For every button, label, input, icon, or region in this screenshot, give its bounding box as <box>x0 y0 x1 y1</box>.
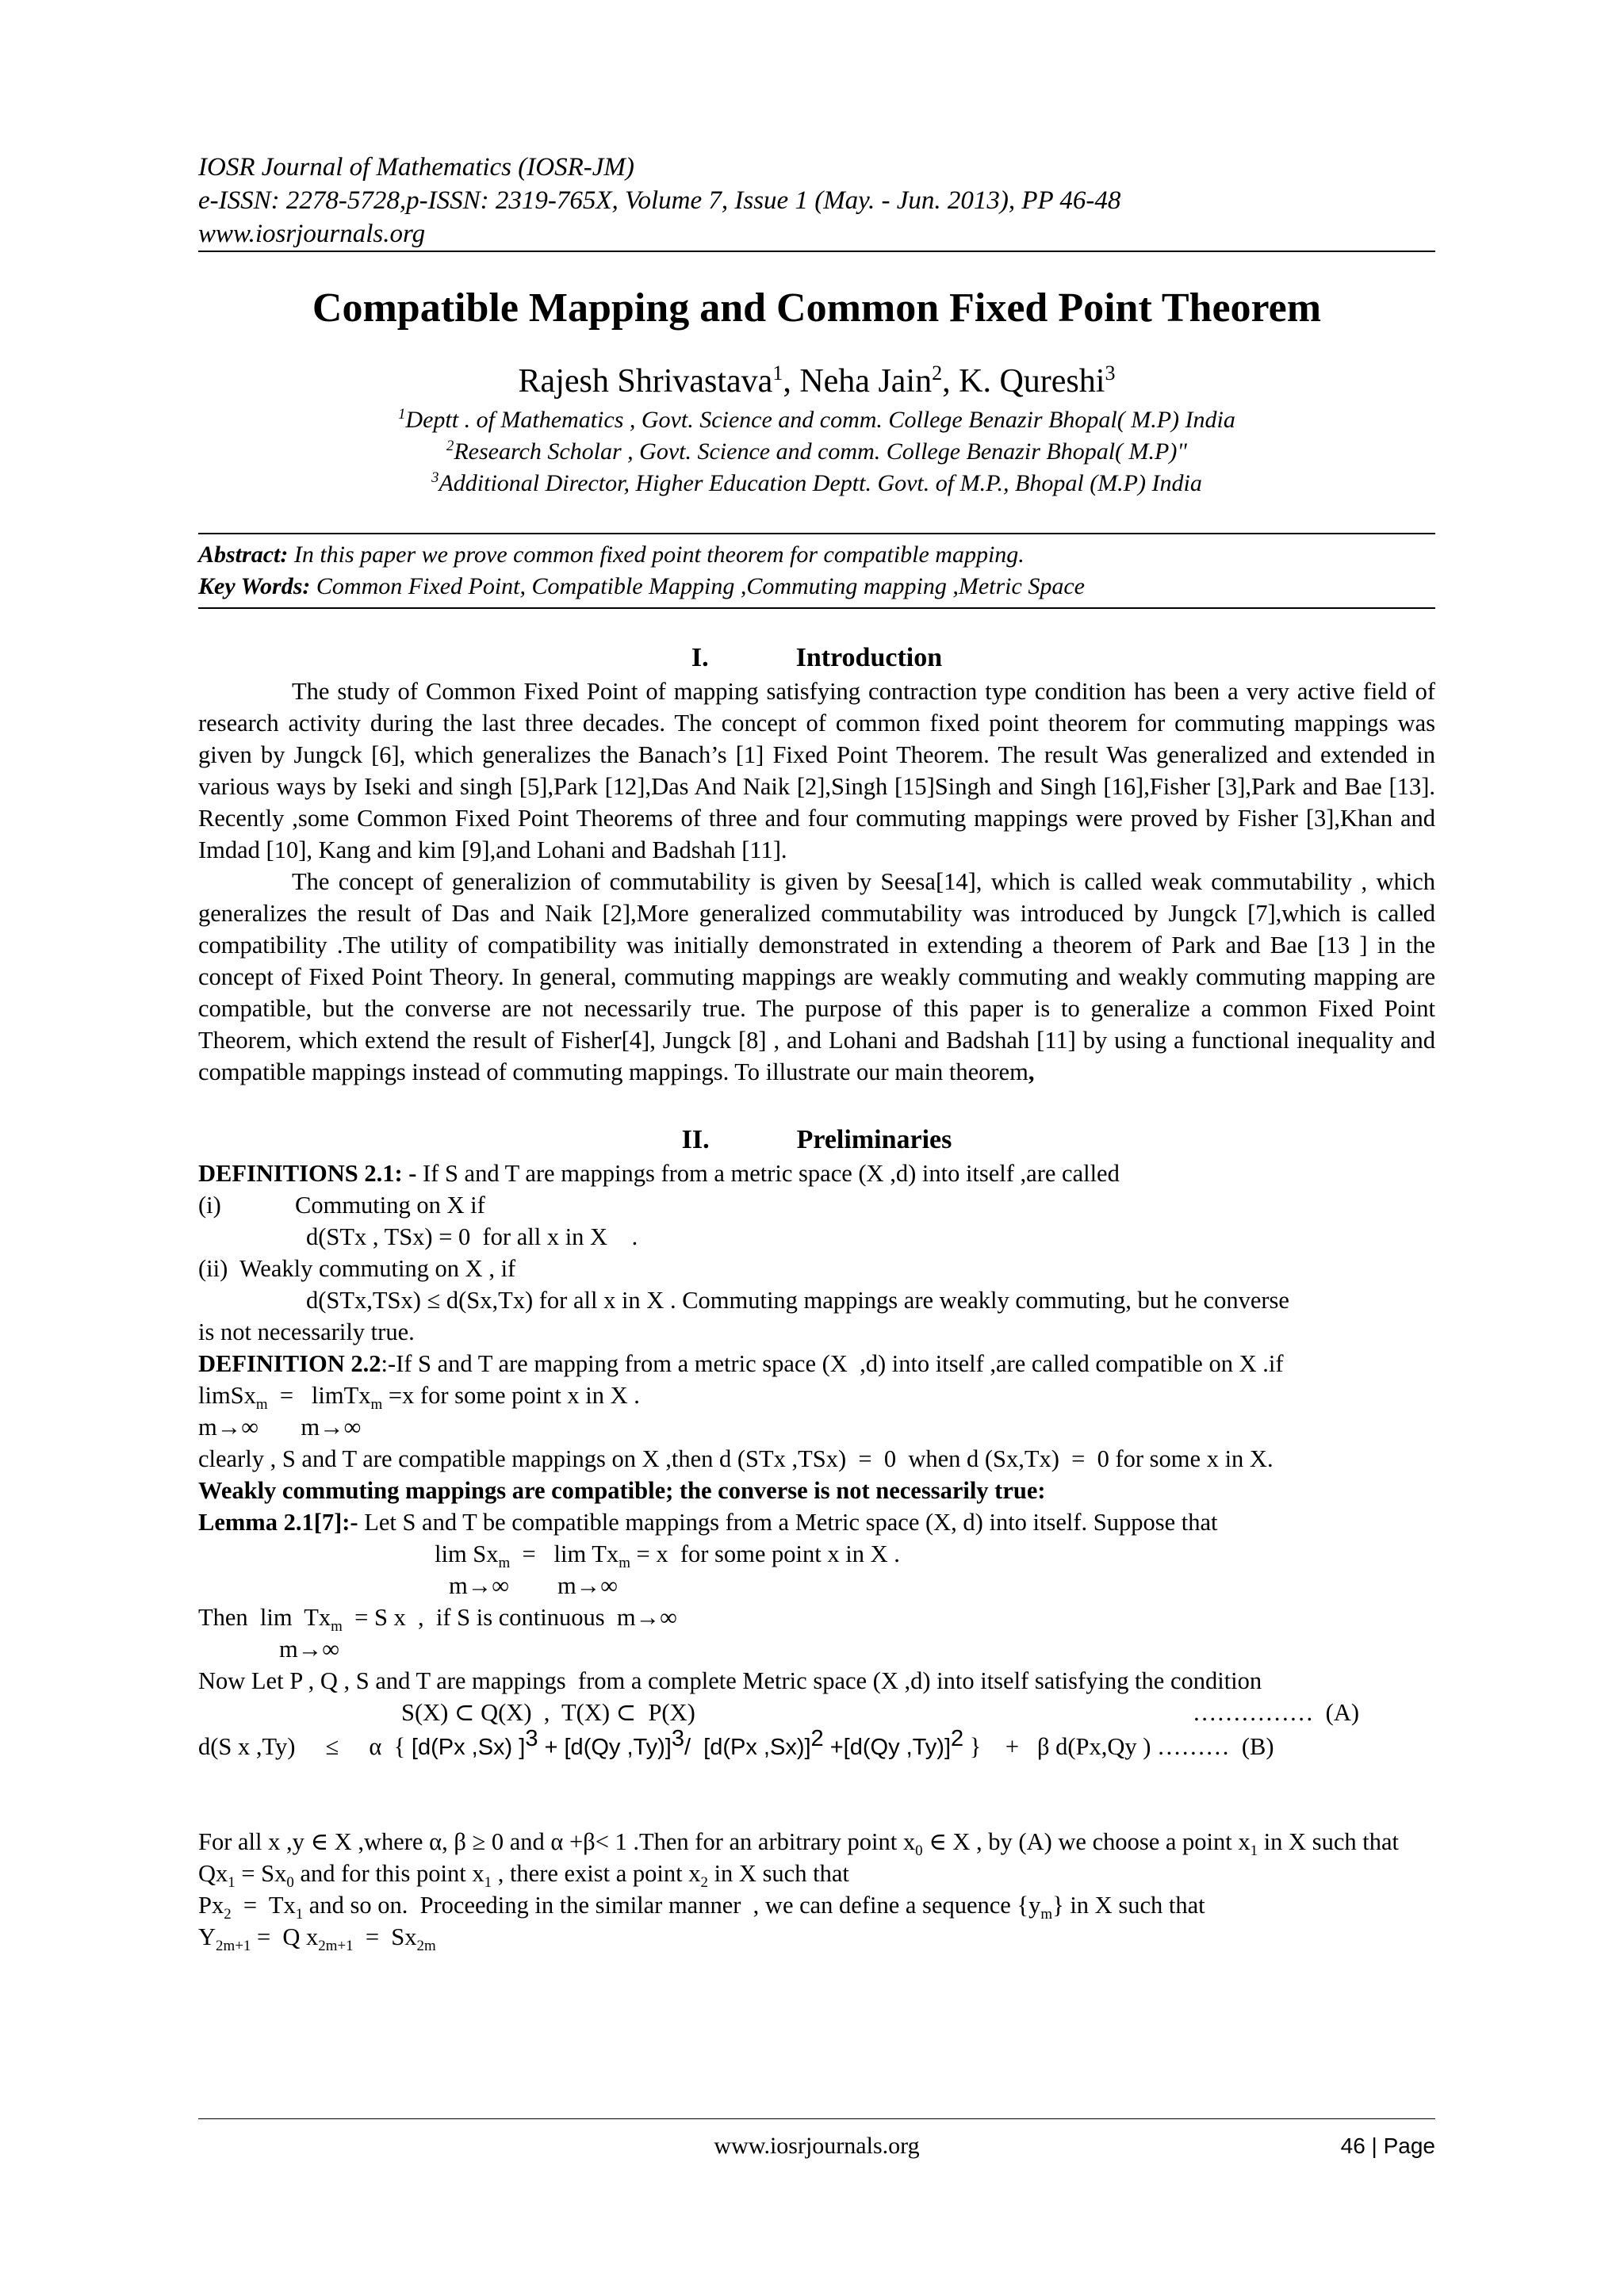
math-sub: 0 <box>286 1874 294 1892</box>
math-sup: 3 <box>671 1725 684 1751</box>
math-sup: 2 <box>951 1725 964 1751</box>
math-text: , there exist a point x <box>492 1860 701 1887</box>
math-text: lim Sx <box>435 1540 499 1567</box>
author-separator: , <box>942 363 959 400</box>
author-name: K. Qureshi <box>959 363 1105 400</box>
paper-page <box>198 151 1435 1953</box>
abstract-text: In this paper we prove common fixed point theorem for compatible mapping. <box>288 541 1025 568</box>
affiliation-sup: 1 <box>398 406 406 423</box>
math-text: ∈ X , by (A) we choose a point x <box>922 1828 1251 1855</box>
keywords-text: Common Fixed Point, Compatible Mapping ,Commuting mapping ,Metric Space <box>310 573 1085 599</box>
math-sub: m <box>370 1396 383 1414</box>
math-text: = x for some point x in X . <box>630 1540 900 1567</box>
math-text: in X such that <box>707 1860 849 1887</box>
math-text: Qx <box>198 1860 228 1887</box>
math-text: = lim Tx <box>510 1540 619 1567</box>
condition-a <box>198 1697 1435 1728</box>
affiliations <box>198 404 1435 499</box>
author-sup: 2 <box>932 362 943 385</box>
math-sup: 3 <box>525 1725 538 1751</box>
qx-line <box>198 1858 1435 1892</box>
equation-ii: d(STx,TSx) ≤ d(Sx,Tx) for all x in X . Commuting mappings are weakly commuting, but he converse <box>306 1287 1289 1314</box>
math-text: =x for some point x in X . <box>382 1382 640 1409</box>
section-title: Introduction <box>795 643 943 672</box>
then-subscript: m→∞ <box>279 1636 339 1663</box>
affiliation <box>198 468 1435 499</box>
condition-b <box>198 1725 1435 1766</box>
math-text: +[d(Qy ,Ty)] <box>823 1735 952 1760</box>
lemma-limit-line <box>198 1538 1435 1570</box>
math-text: = Sx <box>235 1860 287 1887</box>
paper-title: Compatible Mapping and Common Fixed Point Theorem <box>312 285 1322 331</box>
lemma-label: Lemma 2.1[7]:- <box>198 1509 358 1536</box>
author-name: Neha Jain <box>799 363 933 400</box>
item-ii: (ii) Weakly commuting on X , if <box>198 1255 516 1282</box>
math-sub: 0 <box>915 1843 923 1860</box>
math-sub: 1 <box>1250 1843 1258 1860</box>
math-sub: 2m <box>416 1938 436 1955</box>
footer-divider <box>198 2118 1435 2119</box>
abstract-block <box>198 534 1435 607</box>
math-sub: m <box>331 1618 343 1636</box>
math-sub: 2m+1 <box>318 1938 354 1955</box>
abstract-bottom-divider <box>198 607 1435 609</box>
for-all-paragraph <box>198 1826 1435 1858</box>
limit-line <box>198 1380 1435 1414</box>
then-line <box>198 1601 1435 1636</box>
math-sub: 1 <box>295 1906 304 1923</box>
math-text: } + β d(Px,Qy ) ……… (B) <box>963 1733 1274 1760</box>
intro-paragraph-2 <box>198 866 1435 1088</box>
keywords <box>198 571 1435 603</box>
definition-2-2 <box>198 1348 1435 1380</box>
math-text: = Sx <box>353 1923 417 1950</box>
author-separator: , <box>783 363 800 400</box>
math-text: Px <box>198 1892 224 1919</box>
limit-subscript-line: m→∞ m→∞ <box>198 1414 362 1441</box>
equation-i: d(STx , TSx) = 0 for all x in X . <box>306 1223 638 1250</box>
lemma-limit-subscript: m→∞ m→∞ <box>449 1572 618 1599</box>
affiliation <box>198 436 1435 468</box>
affiliation-sup: 2 <box>446 438 454 454</box>
header-divider <box>198 251 1435 252</box>
section-number: I. <box>691 643 709 672</box>
weakly-commuting-statement: Weakly commuting mappings are compatible; the converse is not necessarily true: <box>198 1477 1046 1504</box>
issn-line: e-ISSN: 2278-5728,p-ISSN: 2319-765X, Volume 7, Issue 1 (May. - Jun. 2013), PP 46-48 <box>198 186 1121 215</box>
item-text: Commuting on X if <box>295 1192 485 1219</box>
math-text: in X such that <box>1258 1828 1399 1855</box>
item-label: (i) <box>198 1192 221 1219</box>
definition-2-1 <box>198 1158 1435 1189</box>
intro-paragraph-2-end: , <box>1028 1058 1035 1085</box>
condition-a-text: S(X) ⊂ Q(X) , T(X) ⊂ P(X) <box>401 1699 695 1726</box>
math-text: / [d(Px ,Sx)] <box>684 1735 811 1760</box>
keywords-label: Key Words: <box>198 573 311 599</box>
math-text: = limTx <box>267 1382 371 1409</box>
math-text: For all x ,y ∈ X ,where α, β ≥ 0 and α +β< 1 .Then for an arbitrary point x <box>198 1828 916 1855</box>
affiliation <box>198 404 1435 436</box>
author-sup: 1 <box>772 362 783 385</box>
abstract-label: Abstract: <box>198 541 289 568</box>
math-text: and for this point x <box>293 1860 485 1887</box>
math-text: [d(Px ,Sx) ] <box>411 1735 526 1760</box>
math-sup: 2 <box>810 1725 824 1751</box>
author-sup: 3 <box>1105 362 1116 385</box>
math-text: Y <box>198 1923 216 1950</box>
definition-label: DEFINITION 2.2 <box>198 1350 381 1377</box>
page-number: 46 | Page <box>1340 2133 1435 2158</box>
affiliation-text: Additional Director, Higher Education Deptt. Govt. of M.P., Bhopal (M.P) India <box>439 470 1202 496</box>
now-let-statement: Now Let P , Q , S and T are mappings from a complete Metric space (X ,d) into itself satisfying the condition <box>198 1667 1262 1694</box>
math-text: and so on. Proceeding in the similar manner , we can define a sequence {y <box>303 1892 1041 1919</box>
item-i <box>198 1189 1435 1221</box>
author-name: Rajesh Shrivastava <box>518 363 773 400</box>
px-line <box>198 1889 1435 1921</box>
math-sub: m <box>498 1555 511 1572</box>
section-heading-introduction <box>198 641 1435 675</box>
intro-paragraph-1: The study of Common Fixed Point of mapping satisfying contraction type condition has been a very active field of research activity during the last three decades. The concept of common fixed point theorem for commuting mappings was given by Jungck [6], which generalizes the Banach’s [1] Fixed Point Theorem. The result Was generalized and extended in various ways by Iseki and singh [5],Park [12],Das And Naik [2],Singh [15]Singh and Singh [16],Fisher [3],Park and Bae [13]. Recently ,some Common Fixed Point Theorems of three and four commuting mappings were proved by Fisher [3],Khan and Imdad [10], Kang and kim [9],and Lohani and Badshah [11]. <box>198 678 1435 863</box>
definition-label: DEFINITIONS 2.1: - <box>198 1160 417 1187</box>
math-text: = Q x <box>251 1923 319 1950</box>
math-text: d(S x ,Ty) ≤ α { <box>198 1733 412 1760</box>
math-sub: 1 <box>228 1874 236 1892</box>
abstract <box>198 539 1435 571</box>
section-title: Preliminaries <box>796 1125 952 1154</box>
math-text: limSx <box>198 1382 256 1409</box>
footer-website[interactable]: www.iosrjournals.org <box>714 2133 920 2159</box>
journal-header <box>198 151 1435 251</box>
math-text: = S x , if S is continuous m→∞ <box>342 1604 677 1631</box>
footer-text <box>198 2130 1435 2162</box>
math-text: = Tx <box>231 1892 296 1919</box>
section-heading-preliminaries <box>198 1123 1435 1158</box>
math-sub: 2 <box>224 1906 232 1923</box>
math-text: Then lim Tx <box>198 1604 331 1631</box>
clearly-statement: clearly , S and T are compatible mappings on X ,then d (STx ,TSx) = 0 when d (Sx,Tx) = 0 for some x in X. <box>198 1445 1274 1472</box>
math-text: } in X such that <box>1052 1892 1205 1919</box>
journal-website[interactable]: www.iosrjournals.org <box>198 220 426 248</box>
page-footer <box>198 2118 1435 2162</box>
math-sub: m <box>255 1396 268 1414</box>
journal-name: IOSR Journal of Mathematics (IOSR-JM) <box>198 153 634 182</box>
condition-a-tag: …………… (A) <box>1192 1699 1359 1726</box>
author-list <box>198 362 1435 401</box>
math-sub: 1 <box>484 1874 492 1892</box>
affiliation-text: Research Scholar , Govt. Science and comm. College Benazir Bhopal( M.P)" <box>454 438 1187 465</box>
definition-text: :-If S and T are mapping from a metric space (X ,d) into itself ,are called compatible on X .if <box>381 1350 1284 1377</box>
lemma-text: Let S and T be compatible mappings from a Metric space (X, d) into itself. Suppose that <box>358 1509 1218 1536</box>
affiliation-text: Deptt . of Mathematics , Govt. Science and comm. College Benazir Bhopal( M.P) India <box>405 407 1235 433</box>
intro-paragraph-2-text: The concept of generalizion of commutability is given by Seesa[14], which is called weak commutability , which generalizes the result of Das and Naik [2],More generalized commutability was introduced by Jungck [7],which is called compatibility .The utility of compatibility was initially demonstrated in extending a theorem of Park and Bae [13 ] in the concept of Fixed Point Theory. In general, commuting mappings are weakly commuting and weakly commuting mapping are compatible, but the converse are not necessarily true. The purpose of this paper is to generalize a common Fixed Point Theorem, which extend the result of Fisher[4], Jungck [8] , and Lohani and Badshah [11] by using a functional inequality and compatible mappings instead of commuting mappings. To illustrate our main theorem <box>198 868 1435 1085</box>
lemma-2-1 <box>198 1506 1435 1538</box>
affiliation-sup: 3 <box>431 469 439 486</box>
math-sub: 2m+1 <box>216 1938 251 1955</box>
math-text: + [d(Qy ,Ty)] <box>538 1735 672 1760</box>
math-sub: 2 <box>700 1874 708 1892</box>
section-number: II. <box>681 1125 710 1154</box>
y-line <box>198 1921 1435 1953</box>
math-sub: m <box>619 1555 630 1572</box>
equation-ii-continuation: is not necessarily true. <box>198 1318 415 1345</box>
math-sub: m <box>1040 1906 1053 1923</box>
definition-text: If S and T are mappings from a metric space (X ,d) into itself ,are called <box>416 1160 1120 1187</box>
